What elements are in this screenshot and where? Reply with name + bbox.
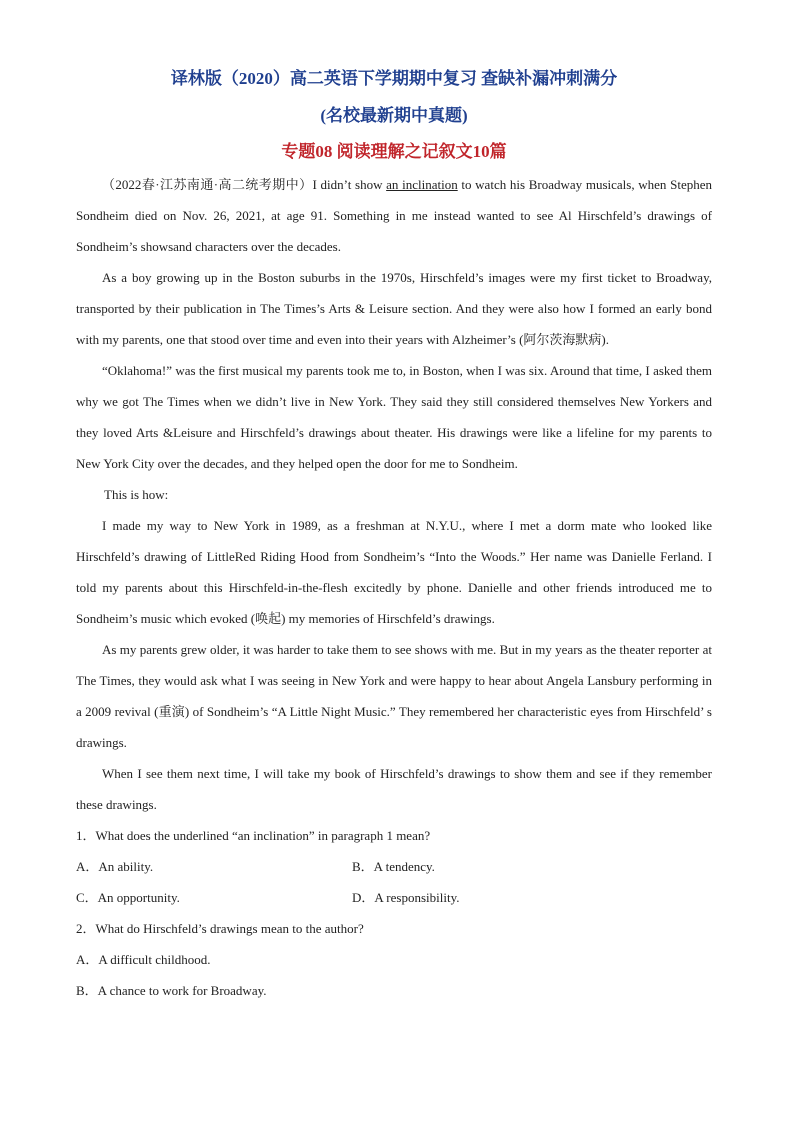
question-1-option-a: A．An ability. bbox=[76, 859, 154, 874]
paragraph-4: This is how: bbox=[104, 487, 169, 502]
reading-passage bbox=[76, 169, 712, 1006]
paragraph-6: As my parents grew older, it was harder to take them to see shows with me. But in my years as the theater reporter at The Times, they would ask what I was seeing in New York and were happy to hear about Angela Lansbury performing in a 2009 revival (重演) of Sondheim’s “A Little Night Music.” They remembered her characteristic eyes from Hirschfeld’ s drawings. bbox=[76, 642, 712, 750]
question-1-option-b: B．A tendency. bbox=[352, 859, 435, 874]
underlined-phrase: an inclination bbox=[386, 177, 458, 192]
paragraph-2: As a boy growing up in the Boston suburbs in the 1970s, Hirschfeld’s images were my first ticket to Broadway, transported by their publication in The Times’s Arts & Leisure section. And they were also how I formed an early bond with my parents, one that stood over time and even into their years with Alzheimer’s (阿尔茨海默病). bbox=[76, 270, 712, 347]
question-1-options-row-2 bbox=[76, 882, 712, 913]
paragraph-1-suffix: to watch his Broadway musicals, when Stephen Sondheim died on Nov. 26, 2021, at age 91. Something in me instead wanted to see Al Hirschfeld’s drawings of Sondheim’s showsand characters over the decades. bbox=[76, 177, 712, 254]
document-title: 译林版（2020）高二英语下学期期中复习 查缺补漏冲刺满分 bbox=[170, 69, 618, 88]
paragraph-5: I made my way to New York in 1989, as a freshman at N.Y.U., where I met a dorm mate who looked like Hirschfeld’s drawing of LittleRed Riding Hood from Sondheim’s “Into the Woods.” Her name was Danielle Ferland. I told my parents about this Hirschfeld-in-the-flesh excitedly by phone. Danielle and other friends introduced me to Sondheim’s music which evoked (唤起) my memories of Hirschfeld’s drawings. bbox=[76, 518, 712, 626]
paragraph-1 bbox=[76, 169, 712, 262]
paragraph-3: “Oklahoma!” was the first musical my parents took me to, in Boston, when I was six. Around that time, I asked them why we got The Times when we didn’t live in New York. They said they still considered themselves New Yorkers and they loved Arts &Leisure and Hirschfeld’s drawings about theater. His drawings were like a lifeline for my parents to New York City over the decades, and they helped open the door for me to Sondheim. bbox=[76, 363, 712, 471]
topic-title: 专题08 阅读理解之记叙文10篇 bbox=[281, 142, 507, 161]
question-2-option-b: B．A chance to work for Broadway. bbox=[76, 983, 267, 998]
paragraph-1-prefix: （2022春·江苏南通·高二统考期中）I didn’t show bbox=[102, 177, 387, 192]
question-1-option-d: D．A responsibility. bbox=[352, 890, 460, 905]
paragraph-7: When I see them next time, I will take my book of Hirschfeld’s drawings to show them and see if they remember these drawings. bbox=[76, 766, 712, 812]
question-2-stem: 2．What do Hirschfeld’s drawings mean to the author? bbox=[76, 921, 364, 936]
question-1-options-row-1 bbox=[76, 851, 712, 882]
question-2-option-a: A．A difficult childhood. bbox=[76, 952, 211, 967]
document-subtitle: (名校最新期中真题) bbox=[320, 106, 468, 125]
question-1-option-c: C．An opportunity. bbox=[76, 890, 180, 905]
question-1-stem: 1．What does the underlined “an inclination” in paragraph 1 mean? bbox=[76, 828, 431, 843]
